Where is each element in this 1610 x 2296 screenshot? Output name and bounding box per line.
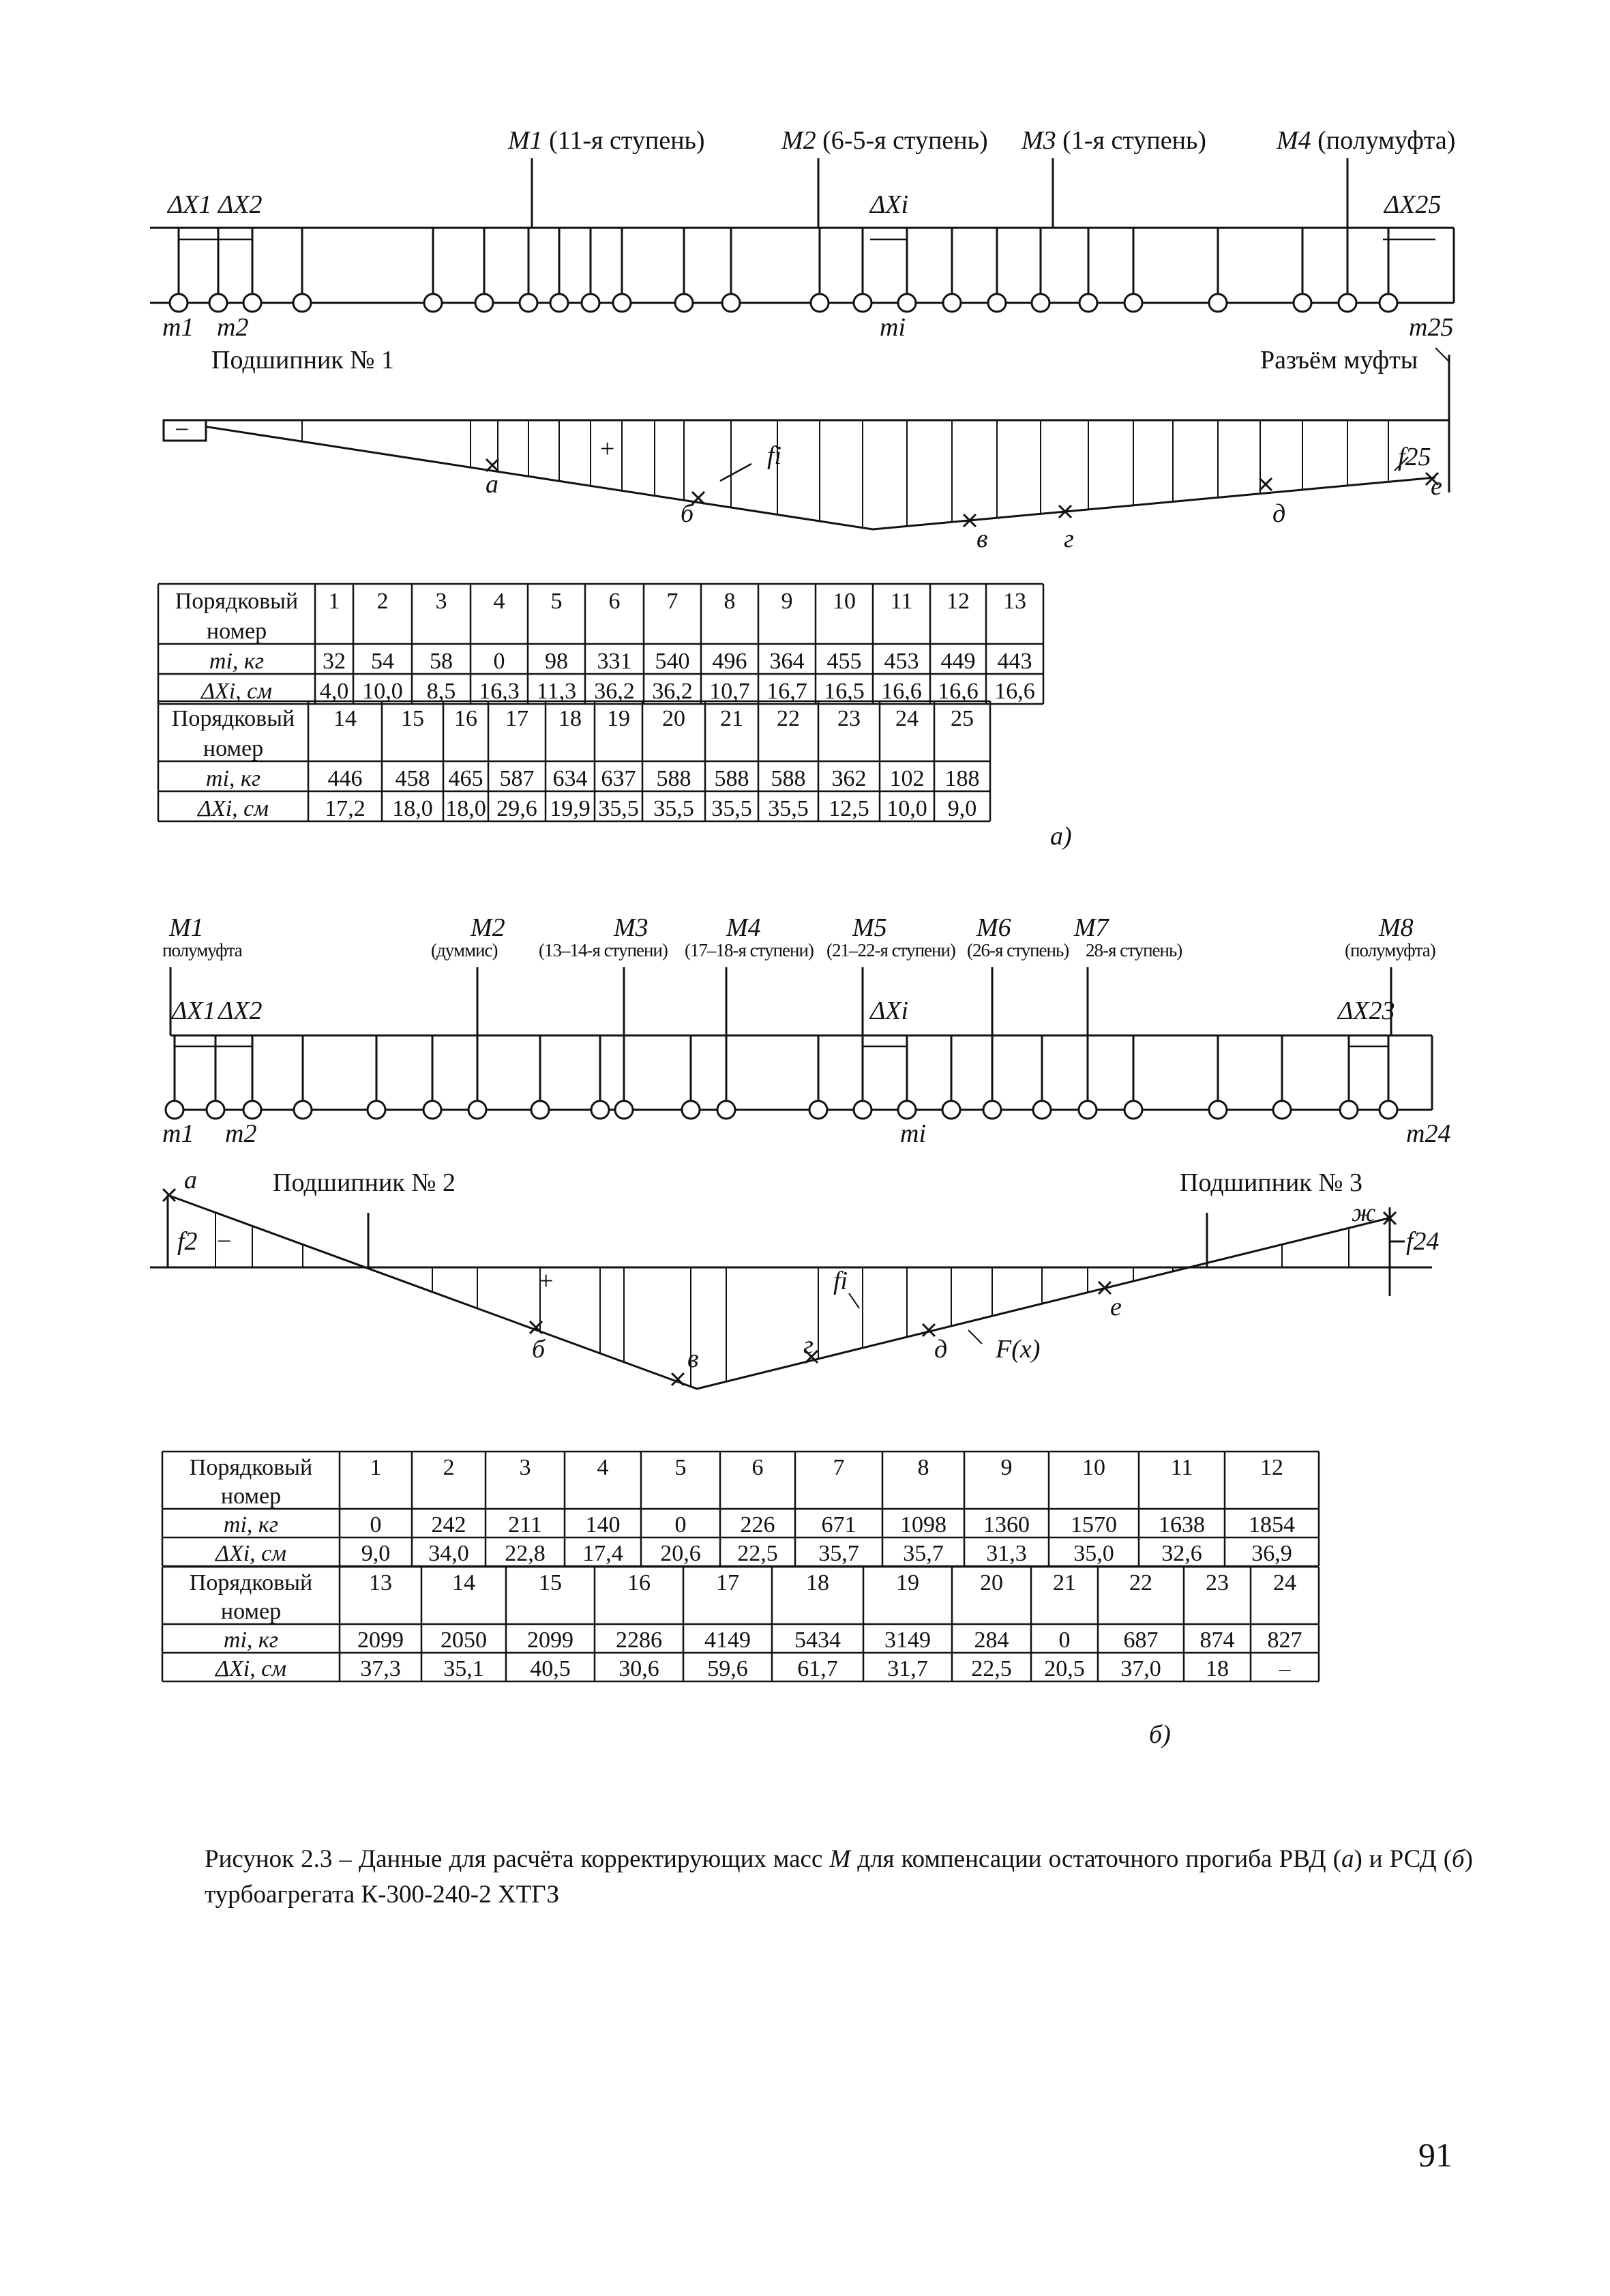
mass-node xyxy=(1380,294,1397,312)
mass-node xyxy=(1032,294,1049,312)
fig-b-f2: f2 xyxy=(177,1227,198,1256)
fig-b-table-1-cell-m: 1570 xyxy=(1071,1512,1117,1537)
fig-b-m1-note: полумуфта xyxy=(162,940,242,960)
fig-b-table-2-cell-n: 22 xyxy=(1129,1570,1152,1595)
fig-a-table-2-cell-dx: 19,9 xyxy=(550,796,591,821)
fig-b-table-2-cell-n: 23 xyxy=(1206,1570,1229,1595)
fig-b-table-1-cell-m: 1360 xyxy=(983,1512,1030,1537)
fig-b-dx23: ΔX23 xyxy=(1338,997,1395,1025)
fig-b-table-1-cell-dx: 20,6 xyxy=(660,1541,701,1566)
fig-b-table-1-cell-m: 1638 xyxy=(1159,1512,1205,1537)
fig-a-table-2-cell-m: 188 xyxy=(944,766,980,791)
fig-a-table-2-cell-dx: 9,0 xyxy=(947,796,977,821)
fig-b-table-1-cell-n: 10 xyxy=(1082,1455,1105,1480)
fig-a-table-1-cell-m: 540 xyxy=(655,649,690,674)
fig-b-table-2-cell-n: 21 xyxy=(1053,1570,1076,1595)
fig-b-fi: fi xyxy=(833,1267,848,1295)
mass-node xyxy=(1339,294,1356,312)
fig-a-table-2-cell-n: 24 xyxy=(895,706,919,731)
fig-b-m7-note: 28-я ступень) xyxy=(1086,940,1182,960)
fig-a-table-2-cell-dx: 10,0 xyxy=(886,796,927,821)
mass-node xyxy=(1079,1101,1097,1119)
mass-node xyxy=(1380,1101,1397,1119)
mass-node xyxy=(550,294,568,312)
mass-node xyxy=(898,1101,916,1119)
mass-node xyxy=(1124,294,1142,312)
mass-node xyxy=(170,294,188,312)
fig-b-table-1-cell-dx: 9,0 xyxy=(361,1541,391,1566)
mass-node xyxy=(520,294,537,312)
fig-b-table-2-cell-m: 874 xyxy=(1199,1628,1235,1653)
fig-a-table-1-dx-label: ΔXi, см xyxy=(201,679,272,704)
fig-a-table-2-cell-m: 634 xyxy=(552,766,588,791)
fig-b-curve-label: F(x) xyxy=(996,1335,1041,1364)
fig-b-f24: f24 xyxy=(1406,1227,1440,1256)
fig-a-m3-label: M3 (1-я ступень) xyxy=(1022,126,1206,155)
mass-node xyxy=(854,294,871,312)
fig-b-table-1-header-1: Порядковый xyxy=(189,1455,313,1480)
fig-a-dx25: ΔX25 xyxy=(1384,190,1442,219)
mass-node xyxy=(717,1101,735,1119)
fig-b-m4-name: M4 xyxy=(726,913,761,942)
fig-a-table-1-cell-dx: 4,0 xyxy=(319,679,349,704)
fig-a-table-1-cell-dx: 36,2 xyxy=(594,679,635,704)
fig-b-table-2-cell-m: 4149 xyxy=(704,1628,751,1653)
mass-node xyxy=(243,294,261,312)
fig-b-table-2-dx-label: ΔXi, см xyxy=(215,1656,286,1681)
fig-b-table-2-cell-dx: 40,5 xyxy=(530,1656,571,1681)
fig-a-table-1-cell-n: 4 xyxy=(493,589,505,614)
fig-b-dx2: ΔX2 xyxy=(218,997,263,1025)
fig-b-table-1-cell-dx: 34,0 xyxy=(428,1541,469,1566)
fig-a-table-2-header-1: Порядковый xyxy=(171,706,295,731)
fig-a-table-2-cell-m: 588 xyxy=(771,766,806,791)
mass-node xyxy=(988,294,1006,312)
fig-b-table-1-cell-m: 0 xyxy=(370,1512,382,1537)
fig-a-table-2-cell-n: 14 xyxy=(333,706,357,731)
fig-b-table-1-cell-n: 1 xyxy=(370,1455,382,1480)
mass-node xyxy=(1340,1101,1358,1119)
fig-b-table-1-cell-dx: 36,9 xyxy=(1251,1541,1292,1566)
fig-b-m2-name: M2 xyxy=(471,913,505,942)
fig-b-table-2-cell-n: 14 xyxy=(452,1570,475,1595)
fig-b-m5-name: M5 xyxy=(852,913,887,942)
fig-b-table-1-cell-n: 5 xyxy=(674,1455,687,1480)
fig-b-table-2-cell-m: 2099 xyxy=(357,1628,404,1653)
mass-node xyxy=(615,1101,633,1119)
mass-node xyxy=(166,1101,183,1119)
fig-a-table-2-cell-m: 587 xyxy=(499,766,535,791)
fig-b-table-2-cell-m: 687 xyxy=(1123,1628,1159,1653)
fig-b-table-1-cell-m: 671 xyxy=(821,1512,856,1537)
fig-a-table-2-cell-m: 446 xyxy=(327,766,363,791)
fig-a-table-2-cell-m: 458 xyxy=(395,766,430,791)
fig-a-minus: − xyxy=(175,415,190,444)
fig-a-table-1-cell-n: 1 xyxy=(328,589,340,614)
fig-a-table-1-cell-m: 0 xyxy=(493,649,505,674)
fig-a-point-e: е xyxy=(1431,472,1442,501)
fig-b-m1-node: m1 xyxy=(162,1119,194,1148)
fig-a-table-1-cell-n: 3 xyxy=(435,589,447,614)
fig-b-table-2-cell-m: 3149 xyxy=(884,1628,931,1653)
fig-b-bearing-2: Подшипник № 2 xyxy=(273,1168,456,1197)
fig-b-table-2-cell-dx: 35,1 xyxy=(443,1656,484,1681)
fig-b-table-1-cell-m: 211 xyxy=(508,1512,542,1537)
fig-b-table-1-dx-label: ΔXi, см xyxy=(215,1541,286,1566)
fig-a-table-1-cell-m: 443 xyxy=(997,649,1032,674)
fig-b-table-2-cell-m: 2050 xyxy=(441,1628,487,1653)
fig-b-table-2-cell-m: 0 xyxy=(1058,1628,1071,1653)
mass-node xyxy=(209,294,227,312)
fig-b-mi-node: mi xyxy=(900,1119,926,1148)
mass-node xyxy=(531,1101,549,1119)
fig-b-table-1-cell-dx: 31,3 xyxy=(986,1541,1027,1566)
fig-a-table-1-cell-n: 8 xyxy=(724,589,736,614)
fig-a-table-1-cell-m: 58 xyxy=(430,649,453,674)
mass-node xyxy=(423,1101,441,1119)
fig-a-table-1-cell-n: 13 xyxy=(1003,589,1026,614)
fig-b-table-1-m-label: mi, кг xyxy=(223,1512,279,1537)
fig-b-table-1-cell-n: 9 xyxy=(1000,1455,1013,1480)
fig-b-table-1-cell-m: 226 xyxy=(740,1512,775,1537)
mass-node xyxy=(1079,294,1097,312)
fig-b-point-d: д xyxy=(934,1335,948,1364)
fig-a-deflection xyxy=(164,348,1449,529)
fig-a-table-1-cell-dx: 16,6 xyxy=(994,679,1035,704)
fig-a-table-2-cell-dx: 29,6 xyxy=(496,796,537,821)
fig-a-dx2: ΔX2 xyxy=(218,190,263,219)
mass-node xyxy=(1294,294,1311,312)
fig-b-table-2-cell-dx: 61,7 xyxy=(797,1656,838,1681)
fig-b-m5-note: (21–22-я ступени) xyxy=(826,940,955,960)
fig-b-table-2-cell-m: 2099 xyxy=(527,1628,573,1653)
fig-b-table-2-cell-dx: – xyxy=(1279,1656,1291,1681)
fig-b-point-a: а xyxy=(184,1166,197,1194)
mass-node xyxy=(1033,1101,1051,1119)
mass-node xyxy=(943,294,961,312)
fig-a-point-v: в xyxy=(977,525,988,553)
fig-b-table-1-cell-dx: 22,5 xyxy=(737,1541,778,1566)
mass-node xyxy=(1209,1101,1227,1119)
fig-b-table-1-cell-n: 2 xyxy=(443,1455,455,1480)
mass-node xyxy=(942,1101,960,1119)
fig-a-m1-label: M1 (11-я ступень) xyxy=(508,126,705,155)
fig-a-table-2-cell-n: 15 xyxy=(401,706,424,731)
fig-a-table-2-cell-m: 588 xyxy=(714,766,749,791)
fig-b-plus: + xyxy=(539,1267,554,1295)
fig-b-m8-name: M8 xyxy=(1379,913,1414,942)
mass-node xyxy=(613,294,631,312)
fig-a-point-g: г xyxy=(1064,525,1074,553)
mass-node xyxy=(809,1101,827,1119)
mass-node xyxy=(294,1101,312,1119)
mass-node xyxy=(854,1101,871,1119)
fig-a-table-2-header-2: номер xyxy=(203,736,264,761)
fig-b-tag: б) xyxy=(1149,1720,1171,1749)
fig-a-table-2-cell-dx: 18,0 xyxy=(445,796,486,821)
mass-node xyxy=(582,294,599,312)
fig-a-table-1-cell-dx: 10,0 xyxy=(362,679,403,704)
fig-a-table-1-cell-dx: 8,5 xyxy=(426,679,456,704)
fig-a-table-2-dx-label: ΔXi, см xyxy=(198,796,269,821)
fig-b-table-2-cell-dx: 37,3 xyxy=(360,1656,401,1681)
fig-b-table-2-m-label: mi, кг xyxy=(223,1628,279,1653)
fig-b-table-1-cell-m: 0 xyxy=(674,1512,687,1537)
fig-a-table-1-cell-dx: 16,7 xyxy=(766,679,807,704)
mass-node xyxy=(591,1101,609,1119)
mass-node xyxy=(682,1101,700,1119)
mass-node xyxy=(1124,1101,1142,1119)
fig-b-m2-note: (думмис) xyxy=(431,940,498,960)
fig-b-table-1-cell-dx: 35,0 xyxy=(1073,1541,1114,1566)
fig-a-dxi: ΔXi xyxy=(870,190,909,219)
fig-b-table-2-cell-n: 13 xyxy=(369,1570,392,1595)
mass-node xyxy=(722,294,740,312)
fig-a-table-1-cell-m: 455 xyxy=(826,649,862,674)
fig-a-table-1-cell-m: 331 xyxy=(597,649,632,674)
fig-b-dx1: ΔX1 xyxy=(172,997,216,1025)
fig-a-table-1-cell-dx: 36,2 xyxy=(652,679,693,704)
fig-b-table-2-cell-m: 284 xyxy=(974,1628,1009,1653)
fig-b-table-2-cell-dx: 59,6 xyxy=(707,1656,748,1681)
fig-a-table-2-cell-m: 362 xyxy=(831,766,867,791)
fig-b-table-2-cell-dx: 22,5 xyxy=(971,1656,1012,1681)
fig-b-table-2-cell-n: 16 xyxy=(627,1570,651,1595)
fig-b-m4-note: (17–18-я ступени) xyxy=(685,940,814,960)
fig-b-m6-name: M6 xyxy=(977,913,1011,942)
fig-b-table-2-cell-n: 19 xyxy=(896,1570,919,1595)
fig-a-table-2-cell-dx: 12,5 xyxy=(829,796,869,821)
fig-a-dx1: ΔX1 xyxy=(168,190,212,219)
fig-a-table-1-cell-dx: 16,5 xyxy=(824,679,865,704)
mass-node xyxy=(293,294,311,312)
fig-a-table-1-cell-n: 7 xyxy=(666,589,679,614)
fig-b-table-1-cell-dx: 22,8 xyxy=(505,1541,546,1566)
point-markers xyxy=(163,459,1438,1385)
fig-b-table-1-cell-n: 6 xyxy=(751,1455,764,1480)
fig-b-dxi: ΔXi xyxy=(870,997,909,1025)
fig-a-table-1-cell-n: 9 xyxy=(781,589,793,614)
fig-b-m7-name: M7 xyxy=(1074,913,1109,942)
fig-a-table-1-cell-m: 98 xyxy=(545,649,568,674)
fig-b-m1-name: M1 xyxy=(169,913,204,942)
fig-a-table-2-cell-dx: 18,0 xyxy=(392,796,433,821)
fig-a-table-2-cell-m: 588 xyxy=(656,766,691,791)
fig-b-table-2-cell-dx: 37,0 xyxy=(1120,1656,1161,1681)
page-number: 91 xyxy=(1418,2136,1452,2174)
fig-a-point-a: а xyxy=(486,470,498,499)
fig-a-plus: + xyxy=(600,435,615,463)
fig-a-table-2-cell-dx: 35,5 xyxy=(711,796,752,821)
fig-a-m4-label: M4 (полумуфта) xyxy=(1277,126,1456,155)
fig-a-table-2-cell-n: 22 xyxy=(777,706,800,731)
mass-node xyxy=(1273,1101,1291,1119)
fig-a-table-1-cell-n: 11 xyxy=(890,589,913,614)
fig-a-shaft xyxy=(150,158,1454,303)
fig-a-table-2-cell-n: 16 xyxy=(454,706,477,731)
fig-a-table-1-cell-m: 449 xyxy=(940,649,976,674)
fig-b-table-2-cell-n: 15 xyxy=(539,1570,562,1595)
fig-b-table-1-cell-n: 12 xyxy=(1260,1455,1283,1480)
fig-b-table-1-cell-n: 8 xyxy=(917,1455,929,1480)
fig-a-table-2-cell-n: 23 xyxy=(837,706,861,731)
fig-a-table-2-cell-dx: 35,5 xyxy=(653,796,694,821)
fig-a-table-1-cell-m: 453 xyxy=(884,649,919,674)
fig-b-point-zh: ж xyxy=(1352,1198,1376,1227)
fig-a-table-2-cell-m: 637 xyxy=(601,766,636,791)
fig-a-table-2-cell-n: 19 xyxy=(607,706,630,731)
fig-b-table-2-cell-n: 18 xyxy=(806,1570,829,1595)
fig-b-point-g: г xyxy=(803,1331,814,1359)
fig-a-table-1-cell-m: 54 xyxy=(371,649,394,674)
mass-node xyxy=(243,1101,261,1119)
fig-b-m24-node: m24 xyxy=(1406,1119,1451,1148)
figure-caption: Рисунок 2.3 – Данные для расчёта корректирующих масс M для компенсации остаточного прогиба РВД (а) и РСД (б) турбоагрегата К-300-240-2 ХТГЗ xyxy=(205,1845,1473,1909)
fig-a-table-2-cell-m: 102 xyxy=(889,766,925,791)
fig-b-m6-note: (26-я ступень) xyxy=(967,940,1069,960)
fig-b-point-b: б xyxy=(532,1335,546,1364)
fig-a-table-1-cell-m: 32 xyxy=(323,649,346,674)
mass-node xyxy=(983,1101,1001,1119)
mass-node xyxy=(675,294,693,312)
fig-b-table-2-cell-m: 5434 xyxy=(794,1628,841,1653)
fig-b-table-1-cell-n: 4 xyxy=(597,1455,609,1480)
fig-a-table-1-cell-dx: 16,3 xyxy=(479,679,520,704)
mass-node xyxy=(207,1101,224,1119)
fig-a-tag: а) xyxy=(1050,822,1072,851)
fig-a-table-1-header-2: номер xyxy=(206,619,267,644)
fig-b-table-2-cell-n: 17 xyxy=(716,1570,739,1595)
mass-node xyxy=(468,1101,486,1119)
fig-b-m2-node: m2 xyxy=(225,1119,257,1148)
mass-node xyxy=(368,1101,385,1119)
fig-a-table-2-cell-n: 17 xyxy=(505,706,528,731)
fig-b-minus: − xyxy=(217,1227,232,1256)
fig-a-table-2-m-label: mi, кг xyxy=(205,766,261,791)
mass-node xyxy=(424,294,442,312)
mass-node xyxy=(475,294,493,312)
mass-node xyxy=(1209,294,1227,312)
fig-b-point-e: е xyxy=(1110,1293,1122,1321)
fig-b-table-1-cell-n: 7 xyxy=(833,1455,845,1480)
fig-b-shaft xyxy=(170,967,1432,1110)
fig-a-table-1-cell-dx: 11,3 xyxy=(536,679,577,704)
fig-a-table-1-cell-n: 2 xyxy=(376,589,389,614)
fig-a-table-2-cell-m: 465 xyxy=(448,766,483,791)
fig-b-m8-note: (полумуфта) xyxy=(1345,940,1435,960)
fig-b-point-v: в xyxy=(687,1344,699,1373)
fig-b-table-1-cell-m: 242 xyxy=(431,1512,466,1537)
fig-b-table-1-cell-dx: 35,7 xyxy=(903,1541,944,1566)
fig-a-table-2-cell-dx: 35,5 xyxy=(768,796,809,821)
fig-b-table-2-header-2: номер xyxy=(220,1599,282,1624)
fig-a-table-1-cell-n: 12 xyxy=(946,589,970,614)
fig-b-table-2-cell-m: 827 xyxy=(1267,1628,1302,1653)
fig-a-point-b: б xyxy=(681,499,694,528)
fig-a-table-2-cell-dx: 35,5 xyxy=(598,796,639,821)
fig-b-table-1-cell-m: 1854 xyxy=(1249,1512,1295,1537)
fig-a-table-1-cell-dx: 10,7 xyxy=(709,679,750,704)
fig-a-coupling: Разъём муфты xyxy=(1260,346,1418,374)
fig-b-table-1-cell-dx: 35,7 xyxy=(818,1541,859,1566)
fig-b-m3-name: M3 xyxy=(614,913,649,942)
fig-a-table-2-cell-dx: 17,2 xyxy=(325,796,366,821)
fig-a-m1-node: m1 xyxy=(162,313,194,342)
fig-b-table-1-cell-n: 3 xyxy=(519,1455,531,1480)
fig-b-table-1-cell-n: 11 xyxy=(1170,1455,1193,1480)
fig-a-mi-node: mi xyxy=(880,313,906,342)
fig-a-table-1-cell-m: 496 xyxy=(712,649,747,674)
fig-a-table-1-cell-m: 364 xyxy=(769,649,805,674)
fig-a-table-1-m-label: mi, кг xyxy=(209,649,265,674)
fig-a-table-2-cell-n: 21 xyxy=(720,706,743,731)
mass-node xyxy=(898,294,916,312)
fig-a-point-d: д xyxy=(1272,499,1286,528)
fig-b-bearing-3: Подшипник № 3 xyxy=(1180,1168,1363,1197)
fig-b-table-2-cell-m: 2286 xyxy=(616,1628,662,1653)
fig-a-fi: fi xyxy=(767,441,782,470)
fig-a-bearing-1: Подшипник № 1 xyxy=(211,346,395,374)
fig-a-f25: f25 xyxy=(1398,443,1431,471)
fig-a-table-1-cell-dx: 16,6 xyxy=(881,679,922,704)
fig-a-m2-label: M2 (6-5-я ступень) xyxy=(781,126,988,155)
fig-b-deflection xyxy=(150,1195,1432,1389)
fig-a-m2-node: m2 xyxy=(217,313,249,342)
fig-b-table-2-header-1: Порядковый xyxy=(189,1570,313,1595)
fig-b-table-1-cell-m: 1098 xyxy=(900,1512,946,1537)
fig-b-table-1-cell-m: 140 xyxy=(585,1512,621,1537)
fig-a-table-1-header-1: Порядковый xyxy=(175,589,299,614)
fig-b-table-1-cell-dx: 32,6 xyxy=(1161,1541,1202,1566)
fig-a-table-1-cell-dx: 16,6 xyxy=(938,679,979,704)
fig-a-table-1-cell-n: 5 xyxy=(550,589,563,614)
fig-b-table-2-cell-n: 24 xyxy=(1273,1570,1296,1595)
fig-a-table-1-cell-n: 10 xyxy=(833,589,856,614)
fig-a-table-2-cell-n: 25 xyxy=(951,706,974,731)
fig-a-table-2-cell-n: 20 xyxy=(662,706,685,731)
fig-b-table-2-cell-dx: 18 xyxy=(1206,1656,1229,1681)
mass-node xyxy=(811,294,829,312)
fig-b-table-1-header-2: номер xyxy=(220,1484,282,1509)
tables-text xyxy=(172,589,1302,1681)
fig-a-m25-node: m25 xyxy=(1409,313,1454,342)
fig-b-table-2-cell-dx: 30,6 xyxy=(618,1656,659,1681)
fig-b-table-2-cell-dx: 20,5 xyxy=(1044,1656,1085,1681)
fig-a-table-2-cell-n: 18 xyxy=(558,706,582,731)
fig-b-m3-note: (13–14-я ступени) xyxy=(539,940,668,960)
fig-b-table-2-cell-n: 20 xyxy=(980,1570,1003,1595)
fig-b-table-1-cell-dx: 17,4 xyxy=(582,1541,623,1566)
fig-a-table-1-cell-n: 6 xyxy=(608,589,621,614)
fig-b-table-2-cell-dx: 31,7 xyxy=(887,1656,928,1681)
